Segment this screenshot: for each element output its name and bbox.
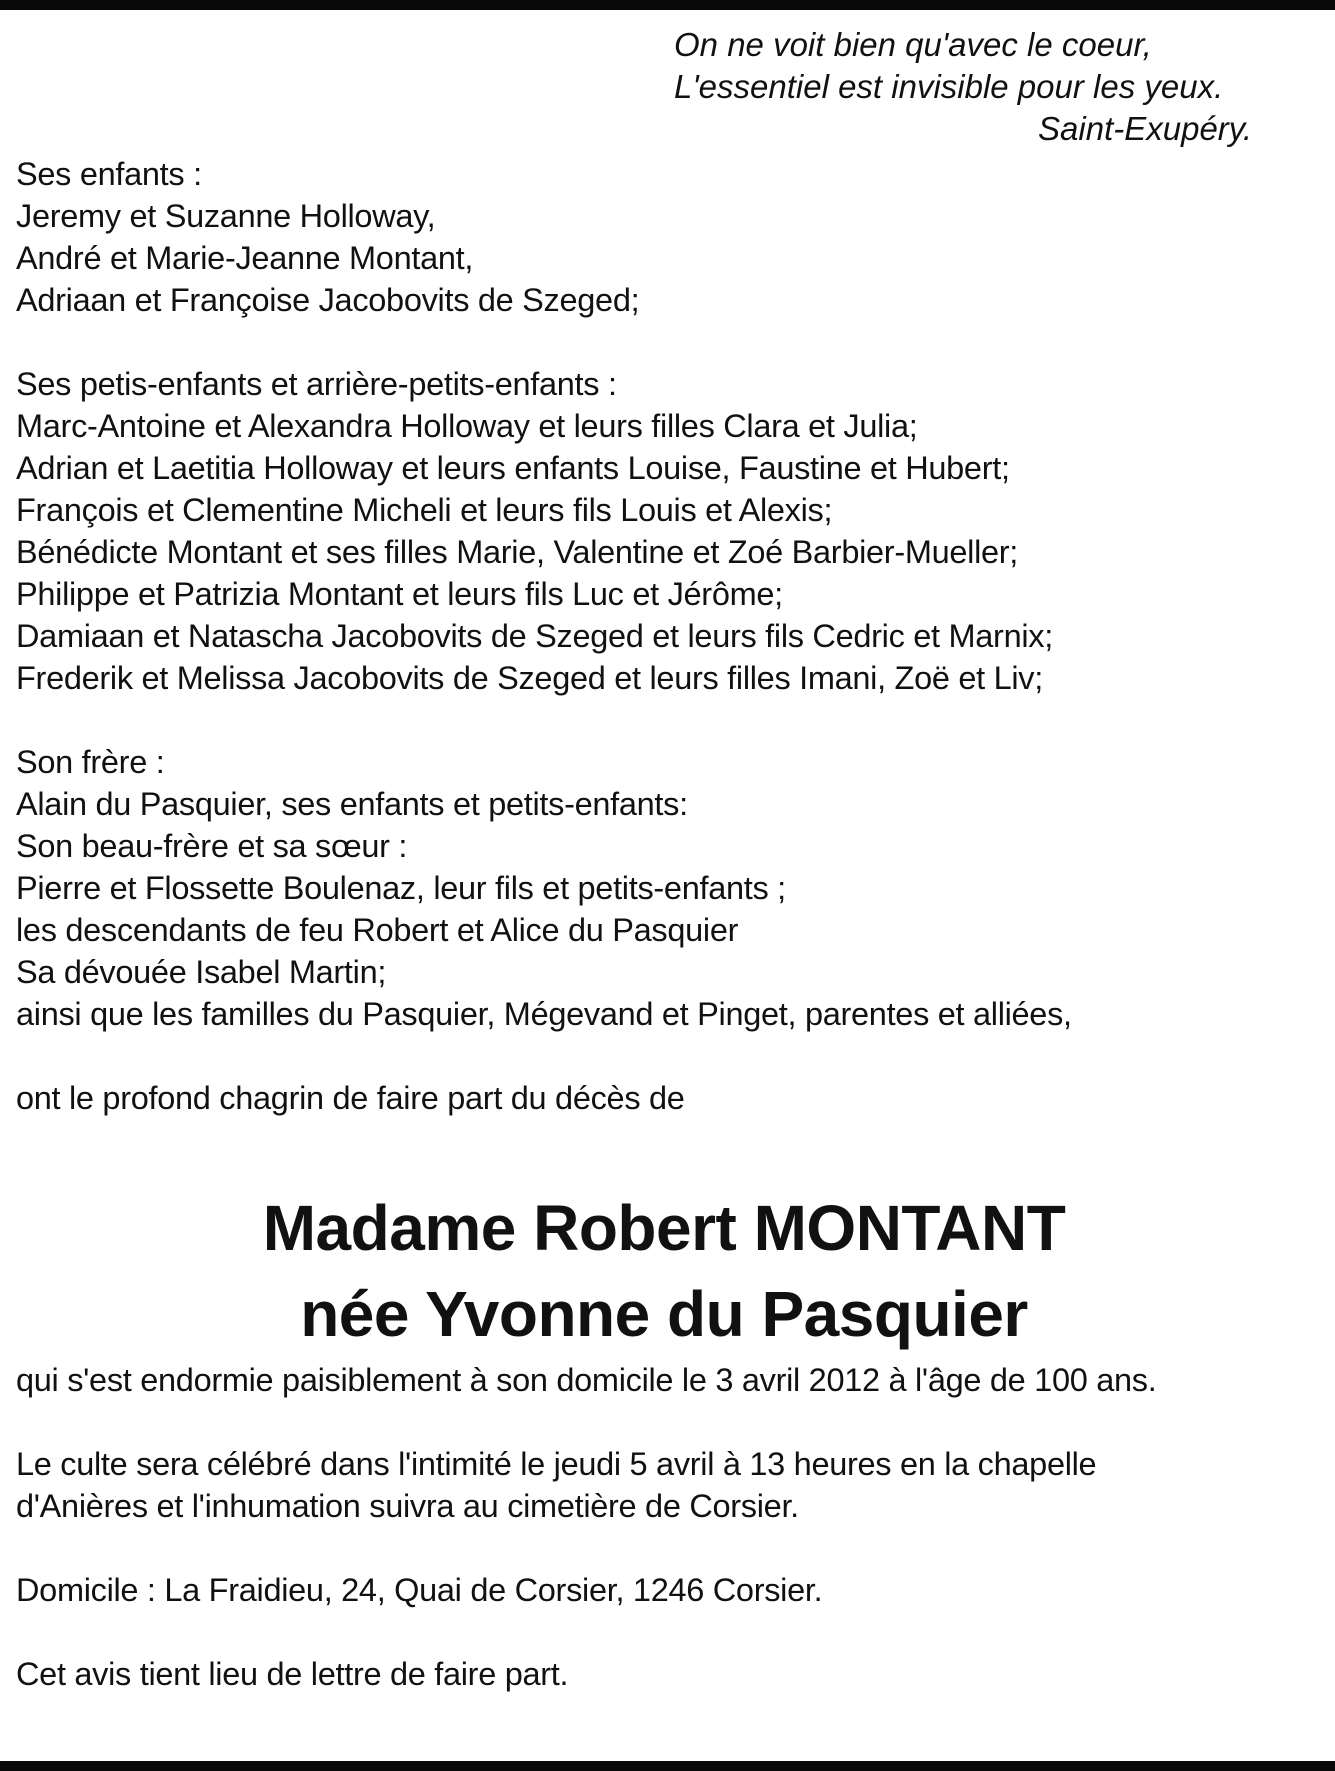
epigraph-author: Saint-Exupéry. — [1038, 110, 1252, 147]
service-line: Le culte sera célébré dans l'intimité le jeudi 5 avril à 13 heures en la chapelle — [16, 1446, 1097, 1482]
family-line: Philippe et Patrizia Montant et leurs fils Luc et Jérôme; — [16, 576, 783, 612]
family-line: Jeremy et Suzanne Holloway, — [16, 198, 436, 234]
deceased-name — [14, 1185, 1314, 1357]
family-line: André et Marie-Jeanne Montant, — [16, 240, 474, 276]
family-line: Marc-Antoine et Alexandra Holloway et leurs filles Clara et Julia; — [16, 408, 918, 444]
family-line: Adrian et Laetitia Holloway et leurs enfants Louise, Faustine et Hubert; — [16, 450, 1010, 486]
obituary-body — [16, 153, 1316, 1695]
family-line: Damiaan et Natascha Jacobovits de Szeged et leurs fils Cedric et Marnix; — [16, 618, 1053, 654]
closing-note: Cet avis tient lieu de lettre de faire part. — [16, 1656, 569, 1692]
family-line: Alain du Pasquier, ses enfants et petits-enfants: — [16, 786, 688, 822]
section-heading: Son frère : — [16, 744, 165, 780]
family-line: Pierre et Flossette Boulenaz, leur fils et petits-enfants ; — [16, 870, 786, 906]
family-line: Son beau-frère et sa sœur : — [16, 828, 408, 864]
epigraph-line: On ne voit bien qu'avec le coeur, — [674, 26, 1152, 63]
bottom-rule — [0, 1761, 1335, 1771]
family-line: Bénédicte Montant et ses filles Marie, Valentine et Zoé Barbier-Mueller; — [16, 534, 1019, 570]
deceased-maiden-name: née Yvonne du Pasquier — [300, 1278, 1028, 1350]
family-line: les descendants de feu Robert et Alice du Pasquier — [16, 912, 739, 948]
family-line: Adriaan et Françoise Jacobovits de Szeged; — [16, 282, 640, 318]
family-line: Frederik et Melissa Jacobovits de Szeged et leurs filles Imani, Zoë et Liv; — [16, 660, 1043, 696]
children-section — [16, 153, 1316, 321]
epigraph-line: L'essentiel est invisible pour les yeux. — [674, 68, 1224, 105]
top-rule — [0, 0, 1335, 10]
section-heading: Ses enfants : — [16, 156, 202, 192]
family-line: François et Clementine Micheli et leurs fils Louis et Alexis; — [16, 492, 833, 528]
family-line: ainsi que les familles du Pasquier, Mégevand et Pinget, parentes et alliées, — [16, 996, 1072, 1032]
grandchildren-section — [16, 363, 1316, 699]
domicile-address: Domicile : La Fraidieu, 24, Quai de Corsier, 1246 Corsier. — [16, 1572, 823, 1608]
section-heading: Ses petis-enfants et arrière-petits-enfants : — [16, 366, 617, 402]
service-line: d'Anières et l'inhumation suivra au cimetière de Corsier. — [16, 1488, 799, 1524]
death-notice-text: qui s'est endormie paisiblement à son domicile le 3 avril 2012 à l'âge de 100 ans. — [16, 1362, 1157, 1398]
family-line: Sa dévouée Isabel Martin; — [16, 954, 387, 990]
announcement-text: ont le profond chagrin de faire part du décès de — [16, 1080, 685, 1116]
deceased-name-line: Madame Robert MONTANT — [262, 1192, 1066, 1264]
relatives-section — [16, 741, 1316, 1035]
service-details — [16, 1443, 1316, 1527]
epigraph-quote — [674, 24, 1252, 150]
